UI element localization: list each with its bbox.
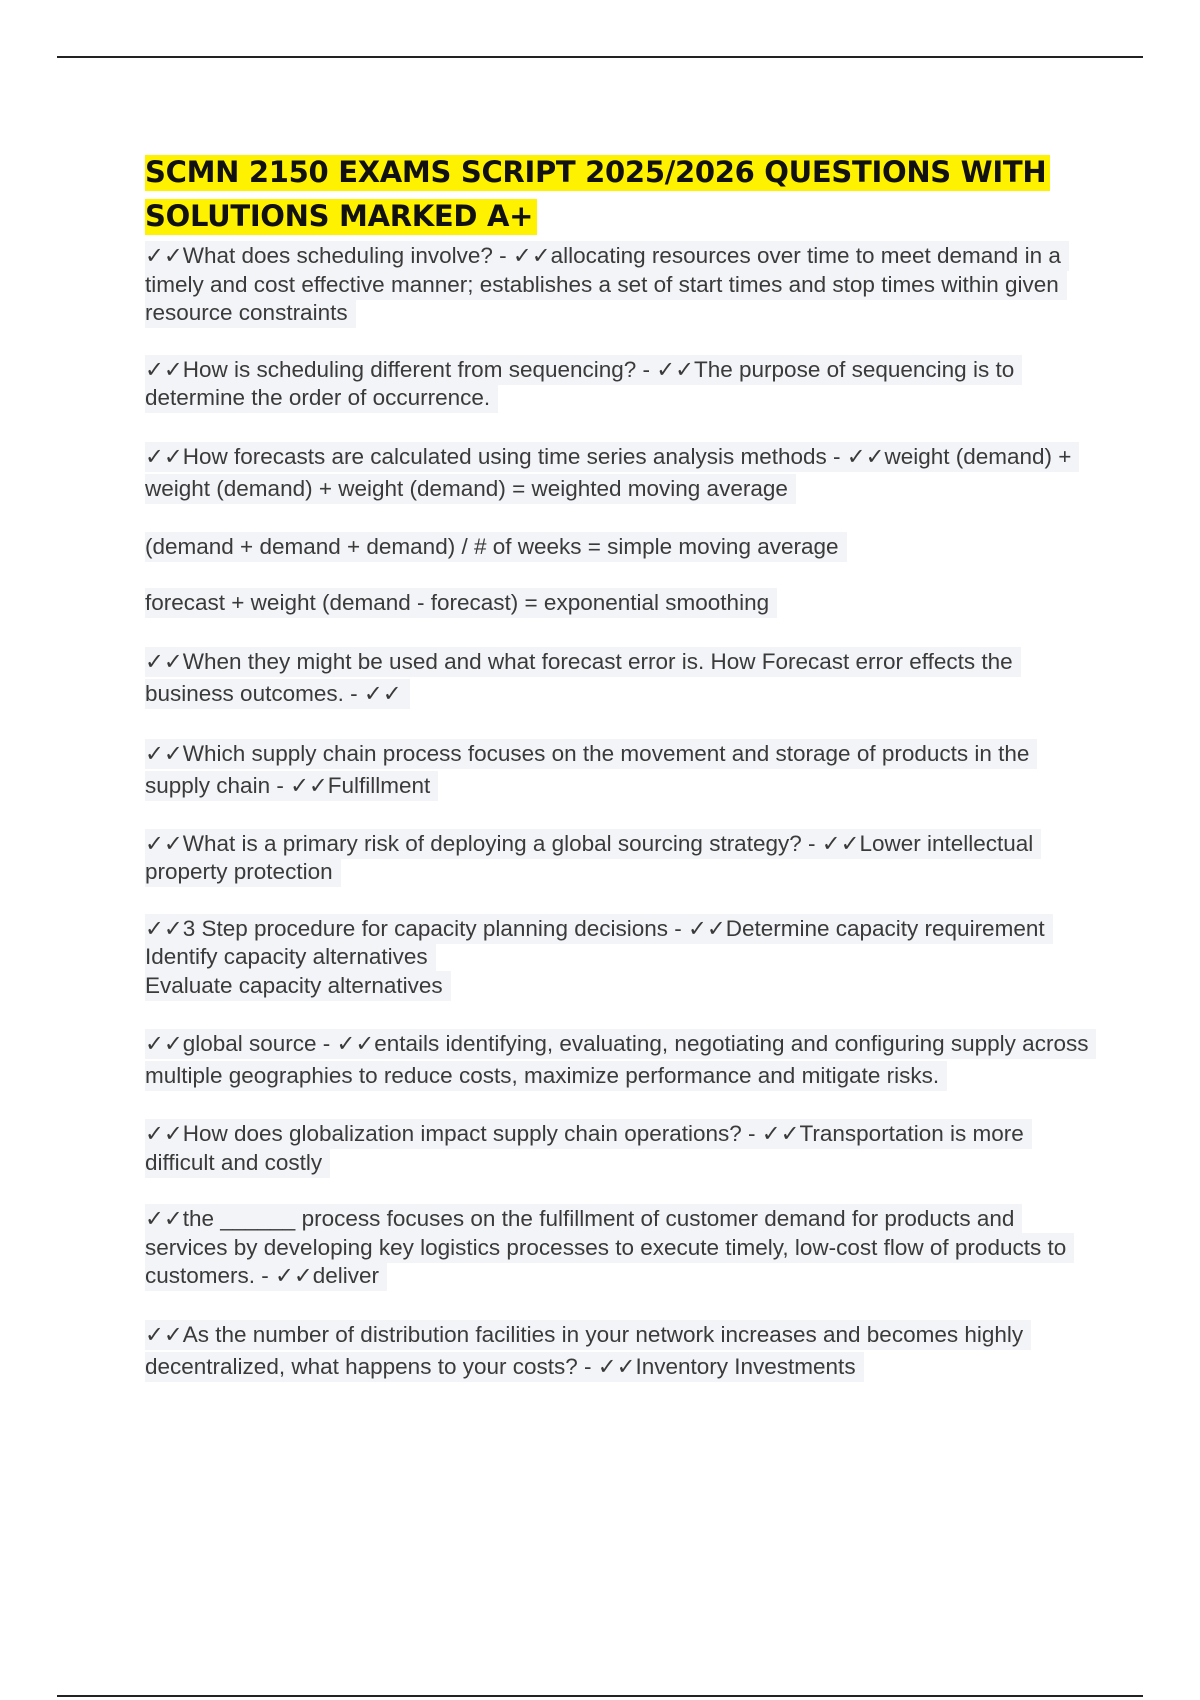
title-highlight: SCMN 2150 EXAMS SCRIPT 2025/2026 QUESTIONS WITH SOLUTIONS MARKED A+ xyxy=(145,155,1050,235)
document-body xyxy=(145,150,1095,1411)
qa-paragraph-10: ✓✓global source - ✓✓entails identifying, evaluating, negotiating and configuring supply across multiple geographies to reduce costs, maximize performance and mitigate risks. xyxy=(145,1028,1095,1092)
document-title xyxy=(145,150,1095,238)
qa-paragraph-11: ✓✓How does globalization impact supply chain operations? - ✓✓Transportation is more difficult and costly xyxy=(145,1120,1095,1177)
qa-paragraph-9: ✓✓3 Step procedure for capacity planning decisions - ✓✓Determine capacity requirement Identify capacity alternatives Evaluate capacity alternatives xyxy=(145,915,1095,1001)
formula-simple-moving-average: (demand + demand + demand) / # of weeks = simple moving average xyxy=(145,533,1095,562)
qa-paragraph-7: ✓✓Which supply chain process focuses on the movement and storage of products in the supply chain - ✓✓Fulfillment xyxy=(145,738,1095,802)
formula-exponential-smoothing: forecast + weight (demand - forecast) = exponential smoothing xyxy=(145,589,1095,618)
top-rule xyxy=(57,56,1143,58)
qa-paragraph-1: ✓✓What does scheduling involve? - ✓✓allocating resources over time to meet demand in a timely and cost effective manner; establishes a set of start times and stop times within given resource constraints xyxy=(145,242,1095,328)
qa-paragraph-12: ✓✓the ______ process focuses on the fulfillment of customer demand for products and services by developing key logistics processes to execute timely, low-cost flow of products to customers. - ✓✓deliver xyxy=(145,1205,1095,1291)
qa-paragraph-13: ✓✓As the number of distribution facilities in your network increases and becomes highly decentralized, what happens to your costs? - ✓✓Inventory Investments xyxy=(145,1319,1095,1383)
qa-paragraph-3: ✓✓How forecasts are calculated using time series analysis methods - ✓✓weight (demand) + weight (demand) + weight (demand) = weighted moving average xyxy=(145,441,1095,505)
qa-paragraph-6: ✓✓When they might be used and what forecast error is. How Forecast error effects the business outcomes. - ✓✓ xyxy=(145,646,1095,710)
qa-paragraph-8: ✓✓What is a primary risk of deploying a global sourcing strategy? - ✓✓Lower intellectual property protection xyxy=(145,830,1095,887)
qa-paragraph-2: ✓✓How is scheduling different from sequencing? - ✓✓The purpose of sequencing is to determine the order of occurrence. xyxy=(145,356,1095,413)
bottom-rule xyxy=(57,1695,1143,1697)
